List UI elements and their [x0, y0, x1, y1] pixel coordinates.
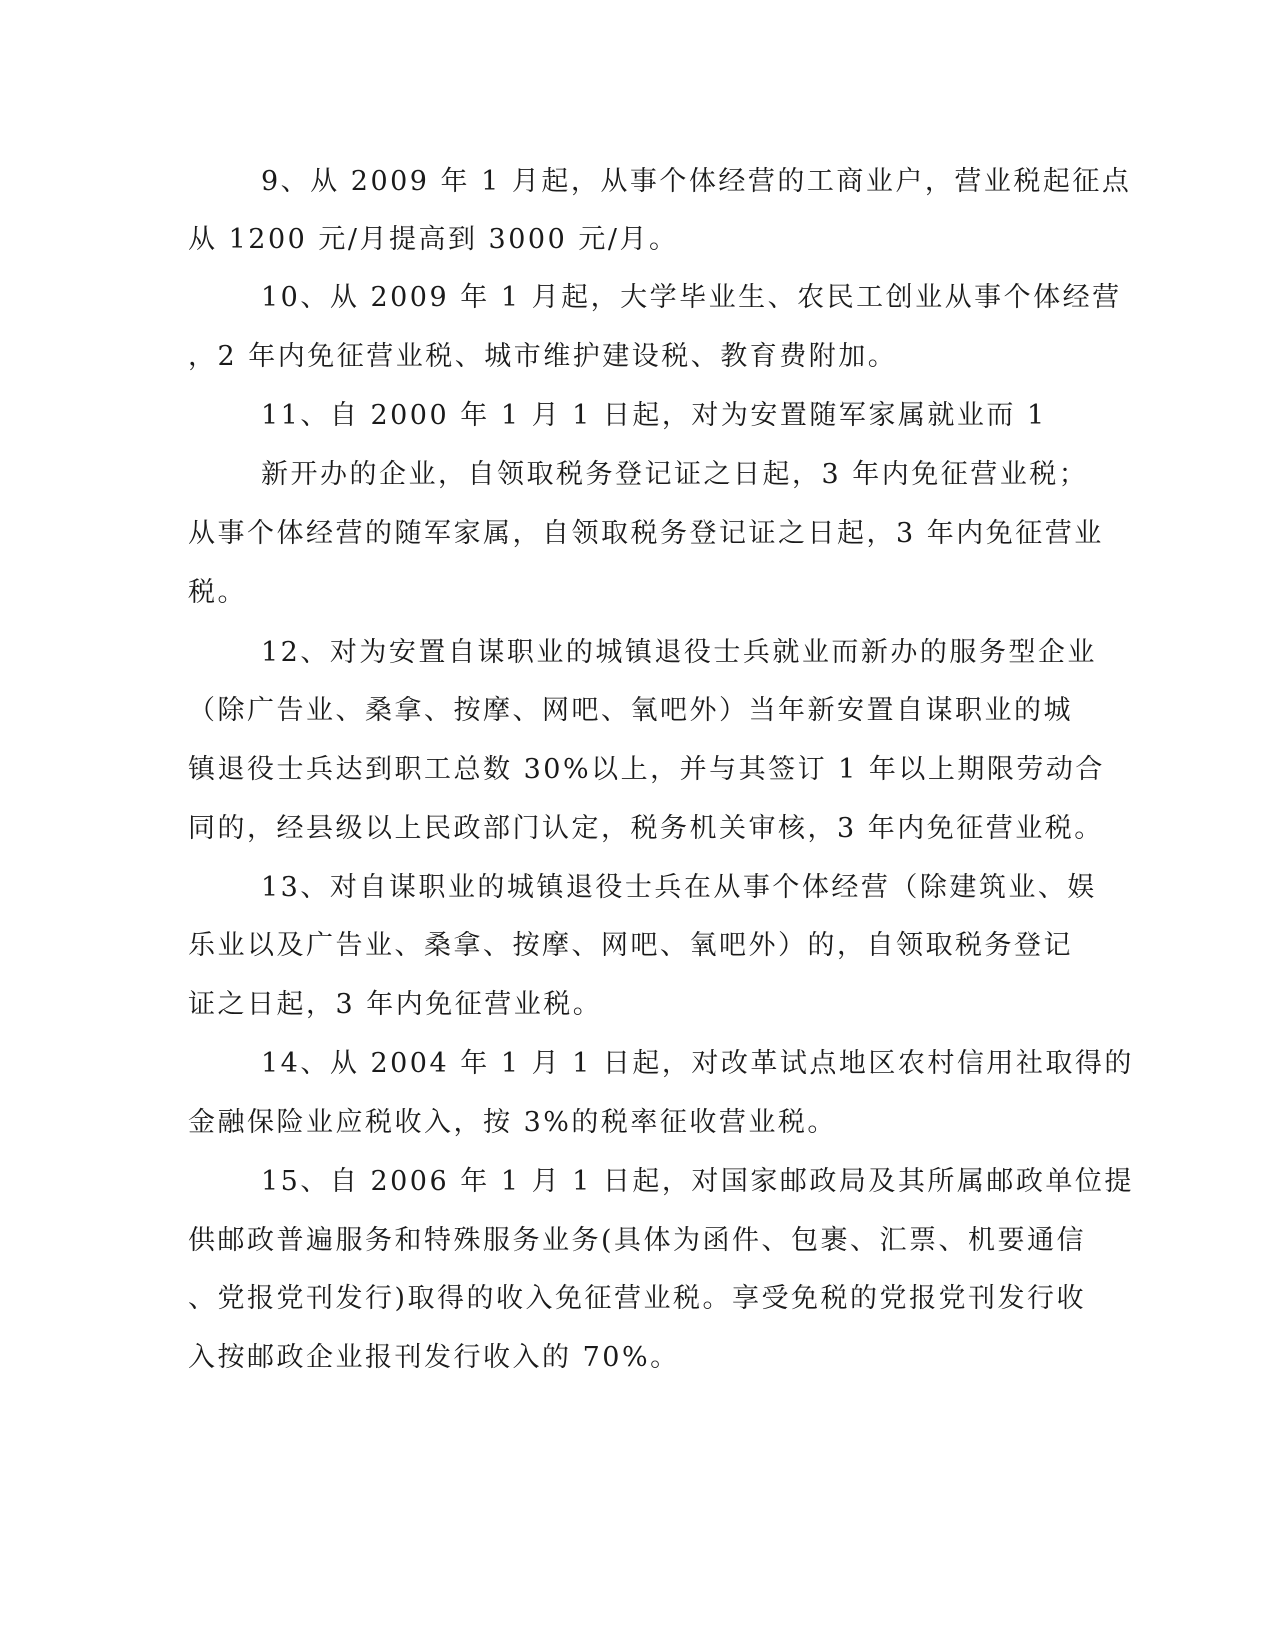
text-line: 13、对自谋职业的城镇退役士兵在从事个体经营（除建筑业、娱: [261, 872, 1097, 903]
text-line: 11、自 2000 年 1 月 1 日起，对为安置随军家属就业而 1: [261, 400, 1047, 431]
text-line: 12、对为安置自谋职业的城镇退役士兵就业而新办的服务型企业: [261, 637, 1097, 668]
text-line: 从 1200 元/月提高到 3000 元/月。: [188, 224, 679, 255]
text-line: 、党报党刊发行)取得的收入免征营业税。享受免税的党报党刊发行收: [188, 1283, 1087, 1314]
text-line: 金融保险业应税收入，按 3%的税率征收营业税。: [188, 1107, 837, 1138]
text-line: 证之日起，3 年内免征营业税。: [188, 989, 603, 1020]
text-line: ，2 年内免征营业税、城市维护建设税、教育费附加。: [188, 341, 898, 372]
text-line: 入按邮政企业报刊发行收入的 70%。: [188, 1342, 680, 1373]
text-line: （除广告业、桑拿、按摩、网吧、氧吧外）当年新安置自谋职业的城: [188, 695, 1073, 726]
text-line: 税。: [188, 577, 247, 608]
text-line: 14、从 2004 年 1 月 1 日起，对改革试点地区农村信用社取得的: [261, 1048, 1134, 1079]
text-line: 9、从 2009 年 1 月起，从事个体经营的工商业户，营业税起征点: [261, 166, 1132, 197]
text-line: 乐业以及广告业、桑拿、按摩、网吧、氧吧外）的，自领取税务登记: [188, 930, 1073, 961]
text-line: 新开办的企业，自领取税务登记证之日起，3 年内免征营业税；: [261, 459, 1089, 490]
text-line: 同的，经县级以上民政部门认定，税务机关审核，3 年内免征营业税。: [188, 813, 1104, 844]
text-line: 15、自 2006 年 1 月 1 日起，对国家邮政局及其所属邮政单位提: [261, 1166, 1134, 1197]
text-line: 10、从 2009 年 1 月起，大学毕业生、农民工创业从事个体经营: [261, 282, 1122, 313]
text-line: 供邮政普遍服务和特殊服务业务(具体为函件、包裹、汇票、机要通信: [188, 1225, 1087, 1256]
text-line: 从事个体经营的随军家属，自领取税务登记证之日起，3 年内免征营业: [188, 518, 1104, 549]
text-line: 镇退役士兵达到职工总数 30%以上，并与其签订 1 年以上期限劳动合: [188, 754, 1105, 785]
